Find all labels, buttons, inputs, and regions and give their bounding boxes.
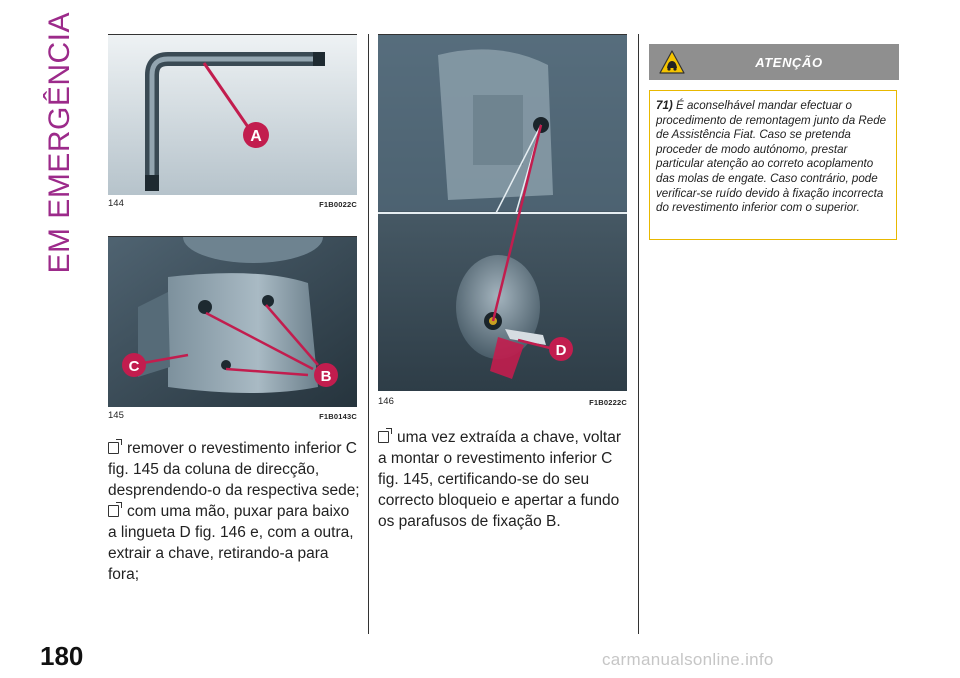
callout-d-label: D <box>555 342 567 359</box>
steering-column-cover-illustration <box>108 237 357 407</box>
bullet-icon <box>108 505 119 517</box>
step-text: uma vez extraída a chave, voltar a montar o revestimento inferior C fig. 145, certificando-se do seu correcto bloqueio e apertar a fundo os parafusos de fixação B. <box>378 429 622 530</box>
column-divider-1 <box>368 34 369 634</box>
warning-header <box>649 44 899 80</box>
column-2-text <box>378 427 632 532</box>
callout-b-label: B <box>320 368 332 385</box>
step-item <box>108 501 362 585</box>
page-number: 180 <box>40 641 84 671</box>
warning-ref: 71) <box>656 99 673 112</box>
figure-code: F1B0143C <box>319 412 357 421</box>
figure-145-image <box>108 236 357 407</box>
bullet-icon <box>378 431 389 443</box>
section-title-text: EM EMERGÊNCIA <box>43 12 76 274</box>
figure-number: 145 <box>108 410 124 421</box>
callout-c-label: C <box>128 358 140 375</box>
warning-triangle-icon <box>659 50 685 74</box>
warning-title: ATENÇÃO <box>755 54 823 70</box>
step-text: remover o revestimento inferior C fig. 145 da coluna de direcção, desprendendo-o da respectiva sede; <box>108 440 360 499</box>
figure-number: 144 <box>108 198 124 209</box>
figure-144-caption <box>108 198 357 209</box>
warning-body <box>649 90 897 240</box>
watermark: carmanualsonline.info <box>602 650 774 669</box>
figure-code: F1B0022C <box>319 200 357 209</box>
step-item <box>108 438 362 501</box>
warning-text: É aconselhável mandar efectuar o procedimento de remontagem junto da Rede de Assistência Fiat. Caso se pretenda proceder de modo autónomo, prestar particular atenção ao correto acoplamento das molas de engate. Caso contrário, pode verificar-se ruído devido à fixação incorrecta do revestimento inferior com o superior. <box>656 99 887 215</box>
step-item <box>378 427 632 532</box>
section-title <box>38 12 82 274</box>
figure-number: 146 <box>378 396 394 407</box>
step-text: com uma mão, puxar para baixo a lingueta D fig. 146 e, com a outra, extrair a chave, retirando-a para fora; <box>108 503 354 583</box>
column-1-text <box>108 438 362 585</box>
ignition-lock-illustration <box>378 35 627 391</box>
figure-146-image <box>378 34 627 391</box>
bullet-icon <box>108 442 119 454</box>
column-divider-2 <box>638 34 639 634</box>
figure-144-image <box>108 34 357 195</box>
figure-146-caption <box>378 396 627 407</box>
callout-a-label: A <box>250 128 262 145</box>
figure-145-caption <box>108 410 357 421</box>
hex-key-illustration <box>108 35 357 195</box>
figure-code: F1B0222C <box>589 398 627 407</box>
